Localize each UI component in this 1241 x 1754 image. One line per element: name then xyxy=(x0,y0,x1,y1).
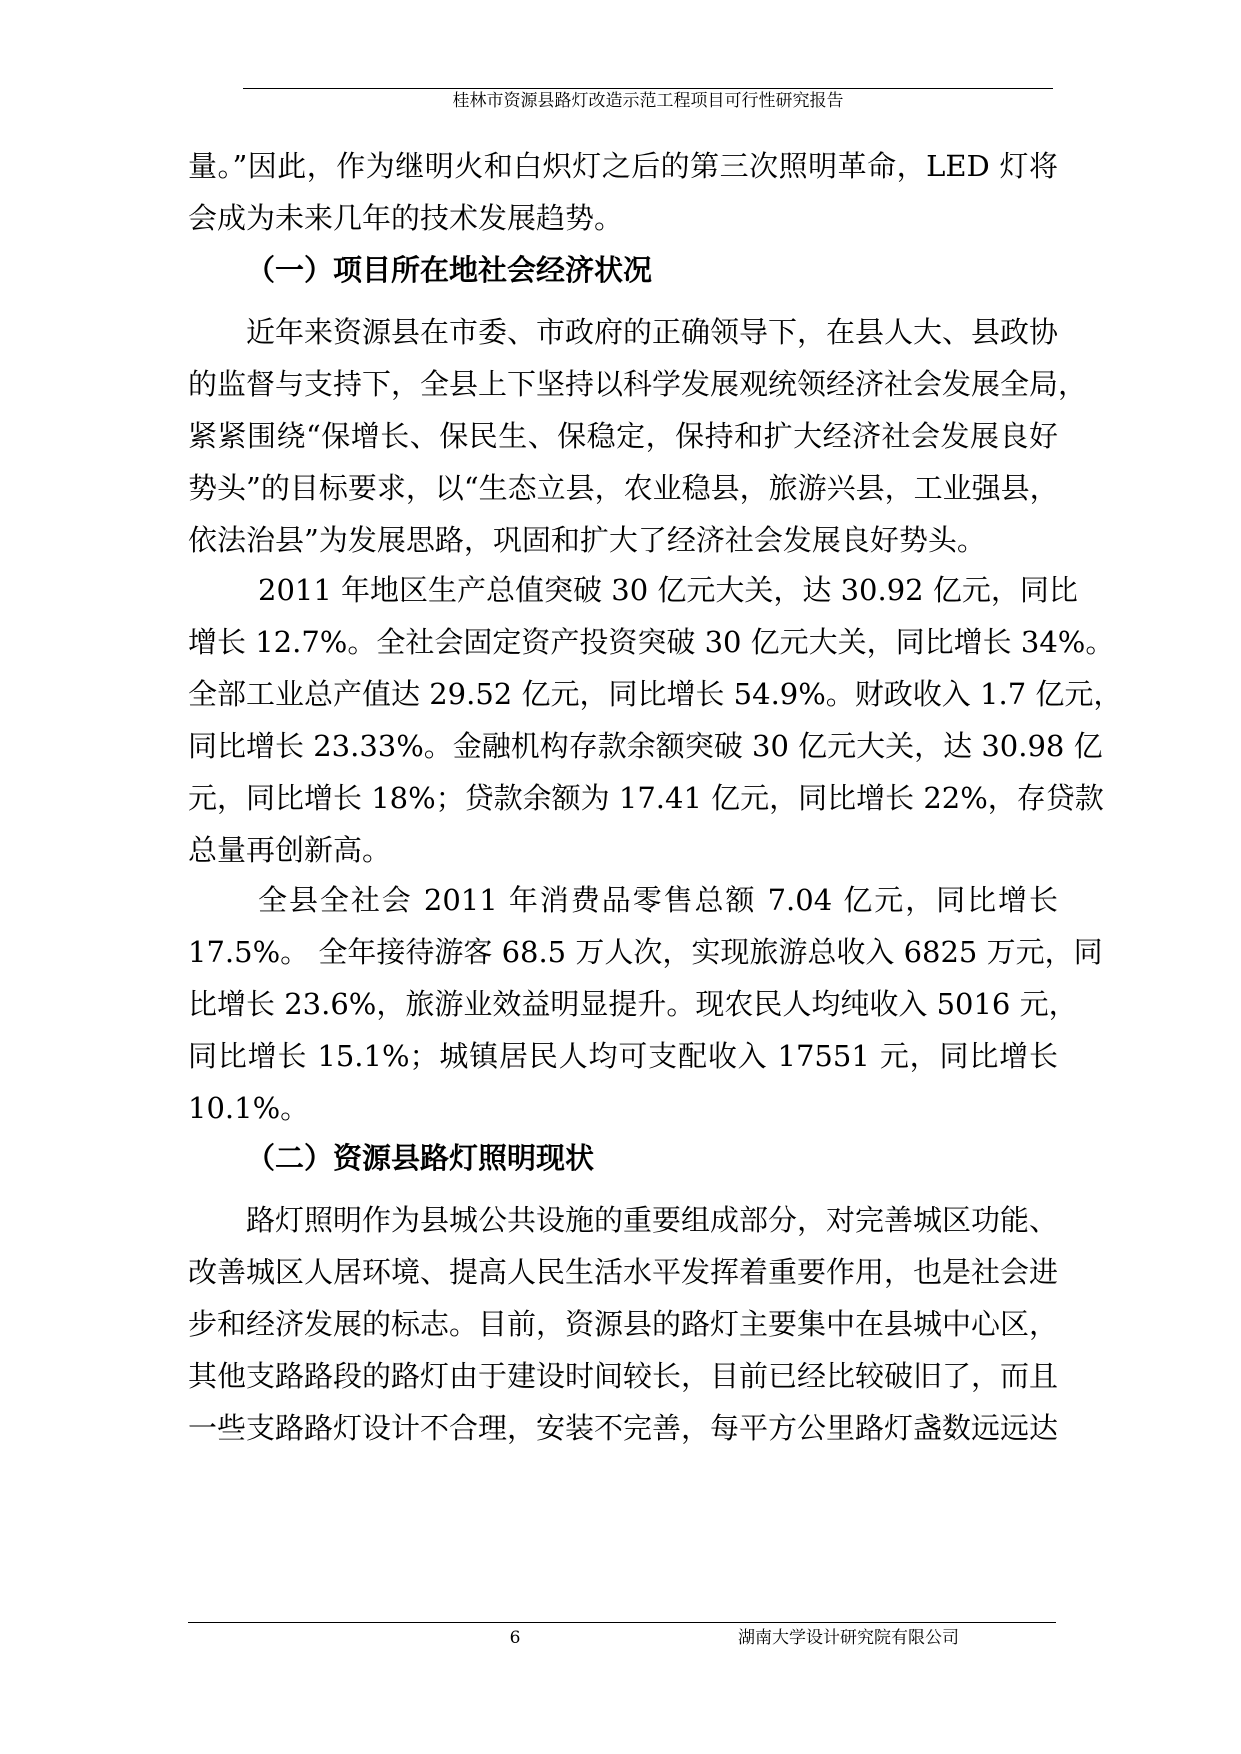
header-rule xyxy=(243,88,1053,89)
text-line: 紧紧围绕“保增长、保民生、保稳定，保持和扩大经济社会发展良好 xyxy=(188,419,1058,453)
text-line: 路灯照明作为县城公共设施的重要组成部分，对完善城区功能、 xyxy=(246,1203,1059,1237)
footer-organization: 湖南大学设计研究院有限公司 xyxy=(738,1628,959,1648)
text-line: 其他支路路段的路灯由于建设时间较长，目前已经比较破旧了，而且 xyxy=(188,1359,1059,1393)
page-number: 6 xyxy=(509,1628,521,1648)
footer-rule xyxy=(188,1622,1056,1623)
paragraph-consumption-tourism-income xyxy=(188,874,1103,1134)
text-line: 势头”的目标要求，以“生态立县，农业稳县，旅游兴县，工业强县， xyxy=(188,471,1059,505)
text-line: 一些支路路灯设计不合理，安装不完善，每平方公里路灯盏数远远达 xyxy=(188,1411,1059,1445)
text-line: 步和经济发展的标志。目前，资源县的路灯主要集中在县城中心区， xyxy=(188,1307,1059,1341)
text-line: 改善城区人居环境、提高人民生活水平发挥着重要作用，也是社会进 xyxy=(188,1255,1059,1289)
paragraph-streetlight-status xyxy=(188,1194,1058,1454)
text-line: 依法治县”为发展思路，巩固和扩大了经济社会发展良好势头。 xyxy=(188,523,986,557)
text-line: 近年来资源县在市委、市政府的正确领导下，在县人大、县政协 xyxy=(246,315,1059,349)
text-line: 同比增长 23.33%。金融机构存款余额突破 30 亿元大关，达 30.98 亿 xyxy=(188,729,1103,763)
text-line: 同比增长 15.1%；城镇居民人均可支配收入 17551 元，同比增长 xyxy=(188,1039,1058,1073)
text-line: 量。”因此，作为继明火和白炽灯之后的第三次照明革命，LED 灯将 xyxy=(188,149,1058,183)
text-line: 17.5%。 全年接待游客 68.5 万人次，实现旅游总收入 6825 万元，同 xyxy=(188,935,1103,969)
section-heading-socioeconomic: （一）项目所在地社会经济状况 xyxy=(246,253,653,287)
text-line: 比增长 23.6%，旅游业效益明显提升。现农民人均纯收入 5016 元， xyxy=(188,987,1078,1021)
text-line: 全县全社会 2011 年消费品零售总额 7.04 亿元，同比增长 xyxy=(258,883,1058,917)
text-line: 10.1%。 xyxy=(188,1091,310,1125)
section-heading-streetlight-status: （二）资源县路灯照明现状 xyxy=(246,1141,595,1175)
paragraph-development-overview xyxy=(188,306,1088,566)
text-line: 增长 12.7%。全社会固定资产投资突破 30 亿元大关，同比增长 34%。 xyxy=(188,625,1115,659)
text-line: 总量再创新高。 xyxy=(188,833,392,867)
paragraph-2011-gdp xyxy=(188,564,1123,876)
running-header-title: 桂林市资源县路灯改造示范工程项目可行性研究报告 xyxy=(452,91,844,111)
text-line: 会成为未来几年的技术发展趋势。 xyxy=(188,201,624,235)
text-line: 2011 年地区生产总值突破 30 亿元大关，达 30.92 亿元，同比 xyxy=(258,573,1078,607)
text-line: 的监督与支持下，全县上下坚持以科学发展观统领经济社会发展全局， xyxy=(188,367,1088,401)
text-line: 全部工业总产值达 29.52 亿元，同比增长 54.9%。财政收入 1.7 亿元， xyxy=(188,677,1123,711)
paragraph-intro-continued xyxy=(188,140,1058,244)
text-line: 元，同比增长 18%；贷款余额为 17.41 亿元，同比增长 22%，存贷款 xyxy=(188,781,1104,815)
